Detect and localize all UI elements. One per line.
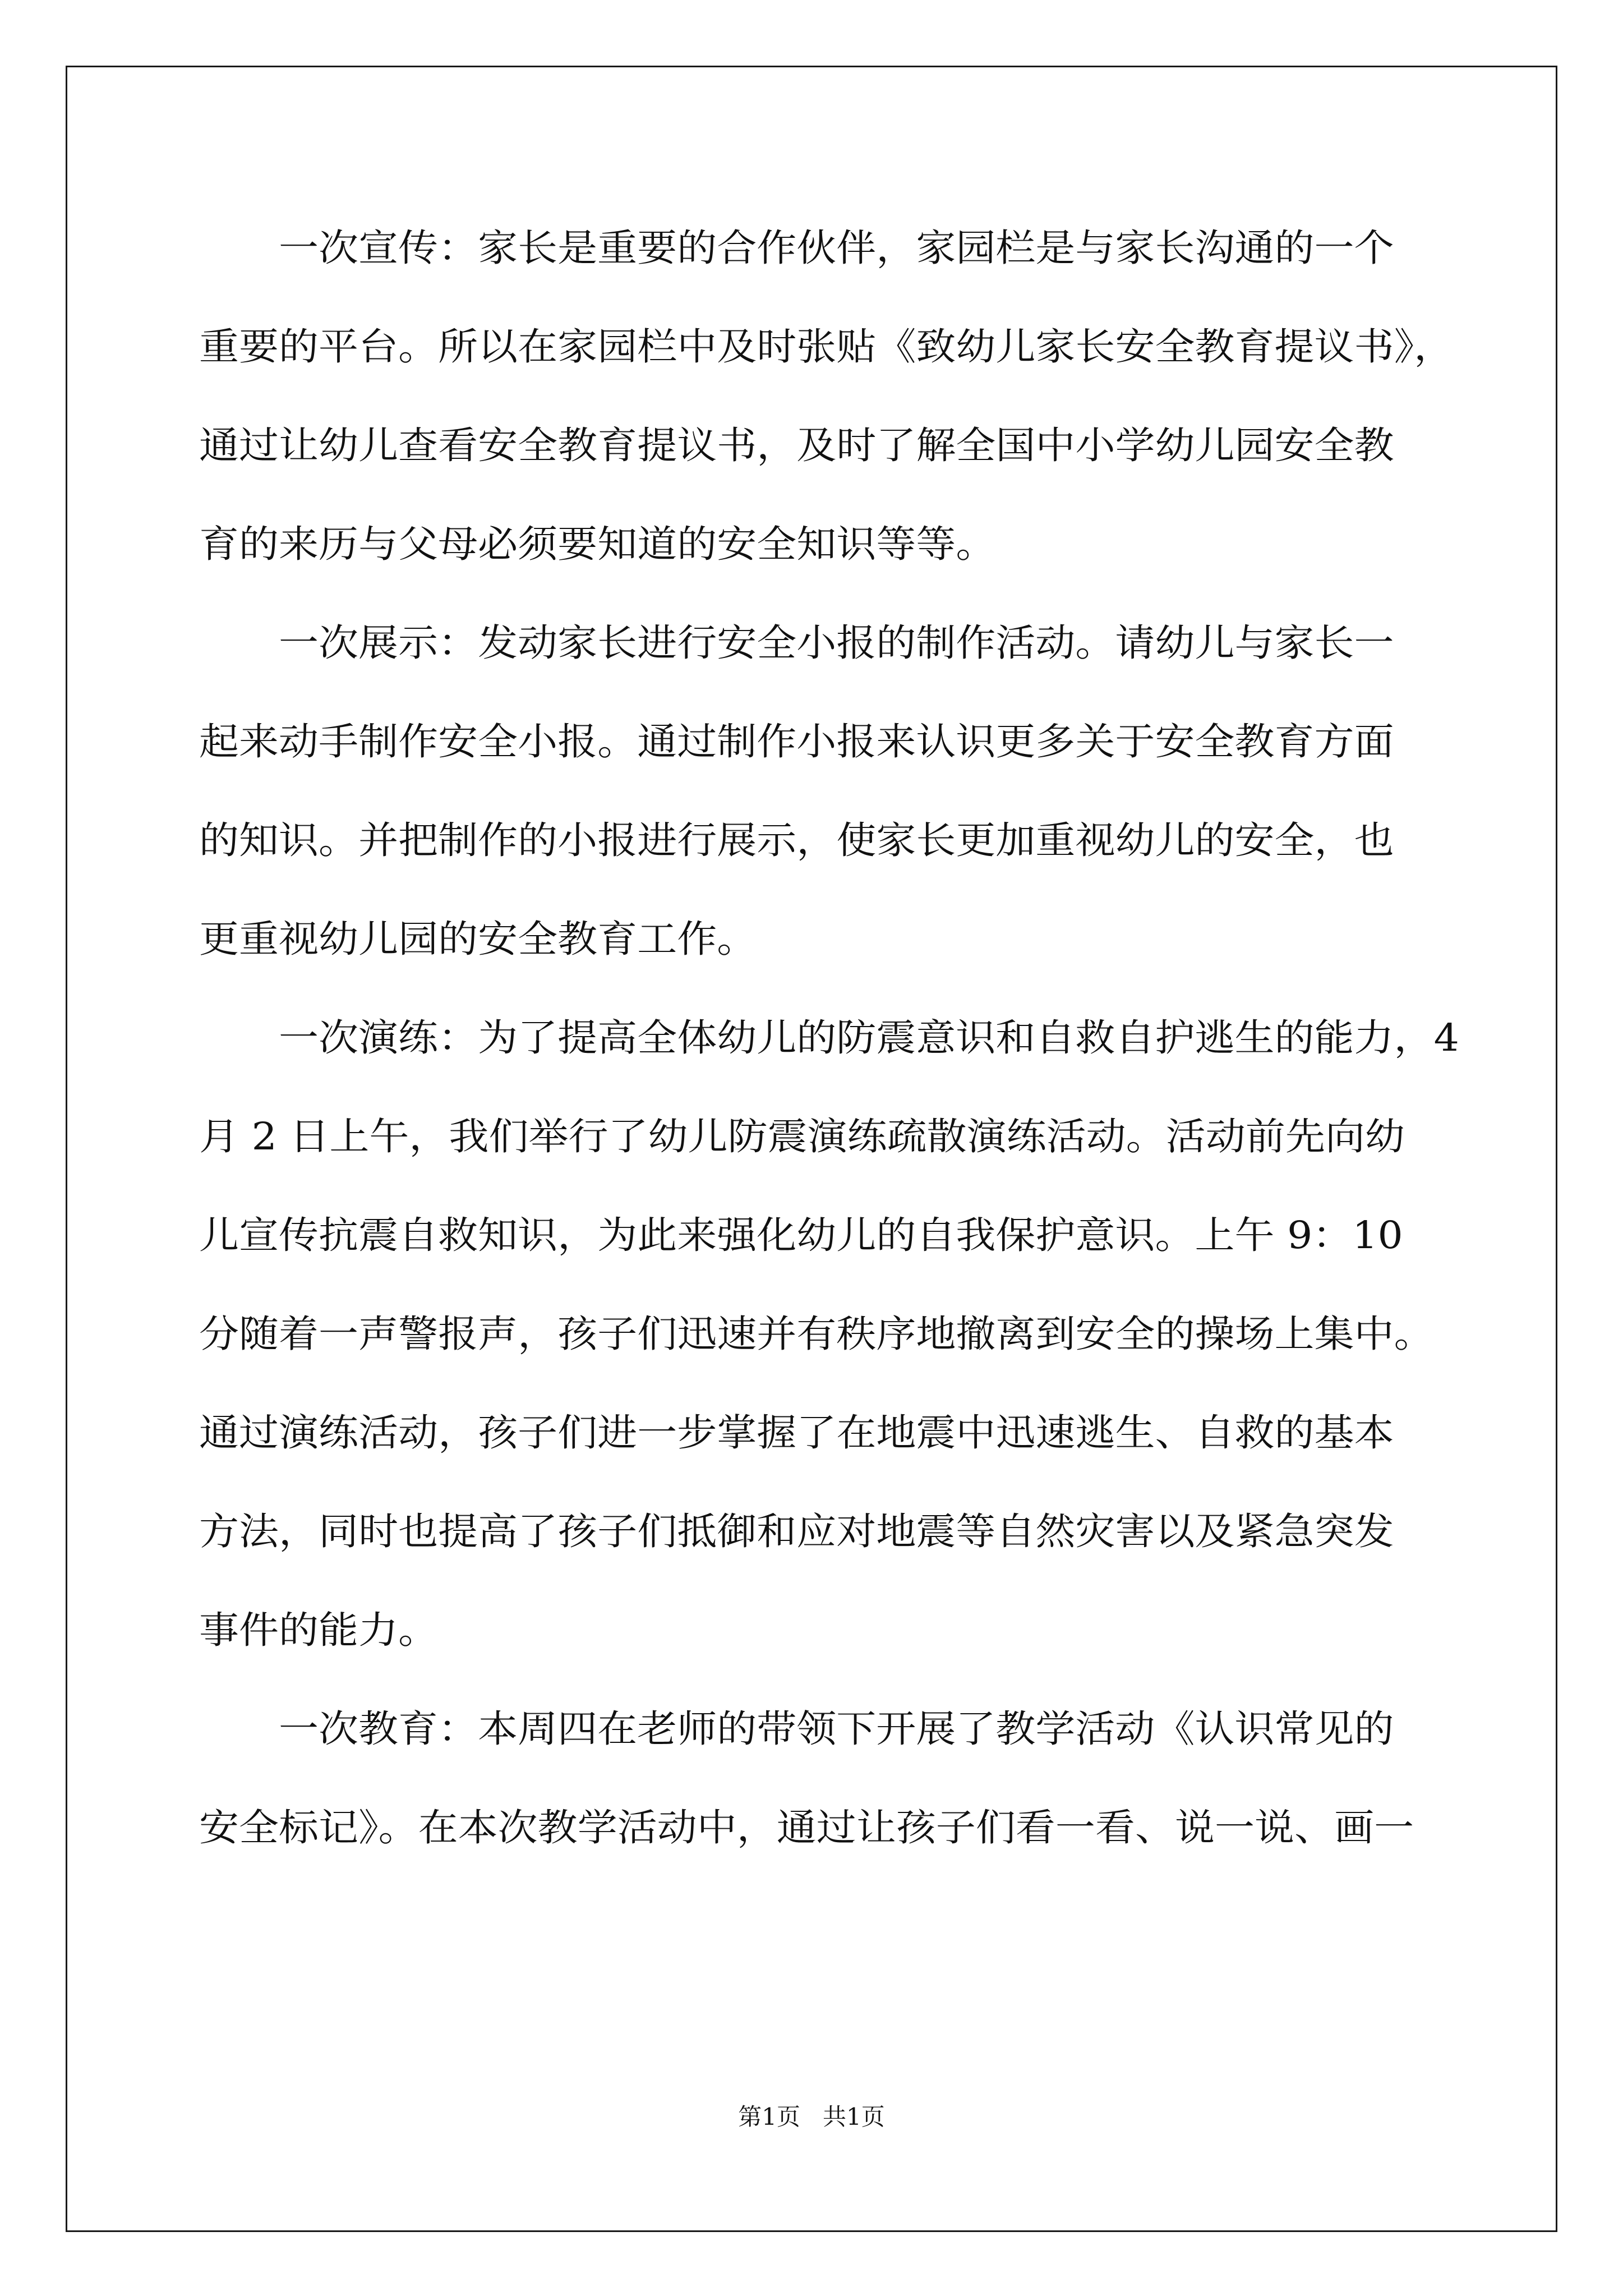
paragraph-1-line-4: 育的来历与父母必须要知道的安全知识等等。: [199, 522, 996, 566]
paragraph-4-line-1: 一次教育：本周四在老师的带领下开展了教学活动《认识常见的: [279, 1707, 1394, 1751]
paragraph-3-line-2: 月 2 日上午，我们举行了幼儿防震演练疏散演练活动。活动前先向幼: [199, 1115, 1405, 1158]
page-footer: 第1页 共1页: [738, 2103, 885, 2131]
paragraph-4-line-2: 安全标记》。在本次教学活动中，通过让孩子们看一看、说一说、画一: [199, 1806, 1414, 1849]
paragraph-1-line-1: 一次宣传：家长是重要的合作伙伴，家园栏是与家长沟通的一个: [279, 226, 1394, 270]
paragraph-2-line-1: 一次展示：发动家长进行安全小报的制作活动。请幼儿与家长一: [279, 621, 1394, 665]
paragraph-2-line-2: 起来动手制作安全小报。通过制作小报来认识更多关于安全教育方面: [199, 720, 1394, 763]
paragraph-3-line-4: 分随着一声警报声，孩子们迅速并有秩序地撤离到安全的操场上集中。: [199, 1312, 1434, 1356]
paragraph-3-line-6: 方法，同时也提高了孩子们抵御和应对地震等自然灾害以及紧急突发: [199, 1510, 1394, 1553]
paragraph-2-line-3: 的知识。并把制作的小报进行展示，使家长更加重视幼儿的安全，也: [199, 818, 1394, 862]
paragraph-3-line-5: 通过演练活动，孩子们进一步掌握了在地震中迅速逃生、自救的基本: [199, 1411, 1394, 1455]
paragraph-3-line-1: 一次演练：为了提高全体幼儿的防震意识和自救自护逃生的能力，4: [279, 1016, 1459, 1060]
paragraph-3-line-7: 事件的能力。: [199, 1608, 439, 1652]
paragraph-1-line-2: 重要的平台。所以在家园栏中及时张贴《致幼儿家长安全教育提议书》，: [199, 325, 1454, 369]
paragraph-2-line-4: 更重视幼儿园的安全教育工作。: [199, 917, 757, 961]
paragraph-3-line-3: 儿宣传抗震自救知识，为此来强化幼儿的自我保护意识。上午 9：10: [199, 1213, 1403, 1257]
paragraph-1-line-3: 通过让幼儿查看安全教育提议书，及时了解全国中小学幼儿园安全教: [199, 424, 1394, 467]
